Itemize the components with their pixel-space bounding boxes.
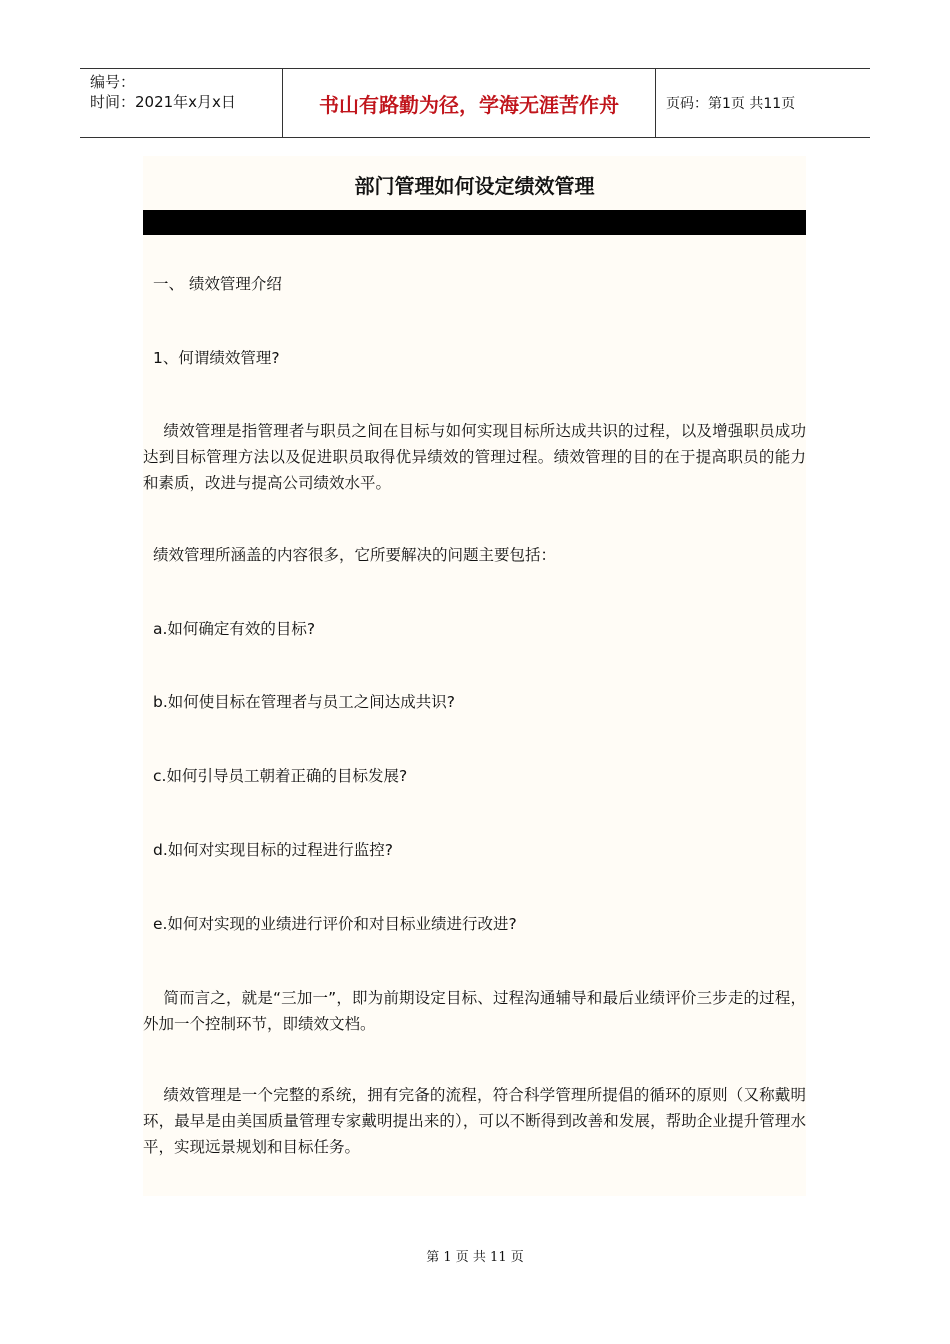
sub-heading: 1、何谓绩效管理? [153, 349, 280, 367]
title-divider-bar [143, 210, 806, 235]
question-item: c.如何引导员工朝着正确的目标发展? [153, 767, 408, 785]
page-footer: 第 1 页 共 11 页 [426, 1250, 524, 1265]
serial-label: 编号： [90, 73, 136, 91]
header-motto: 书山有路勤为径，学海无涯苦作舟 [282, 69, 656, 137]
paragraph-summary: 简而言之，就是“三加一”，即为前期设定目标、过程沟通辅导和最后业绩评价三步走的过程，外加一个控制环节，即绩效文档。 [143, 989, 806, 1033]
header-page-info: 页码：第1页 共11页 [666, 96, 796, 112]
question-item: b.如何使目标在管理者与员工之间达成共识? [153, 693, 455, 711]
page-header [80, 68, 870, 138]
paragraph-definition: 绩效管理是指管理者与职员之间在目标与如何实现目标所达成共识的过程，以及增强职员成功达到目标管理方法以及促进职员取得优异绩效的管理过程。绩效管理的目的在于提高职员的能力和素质，改进与提高公司绩效水平。 [143, 422, 806, 492]
paragraph-scope: 绩效管理所涵盖的内容很多，它所要解决的问题主要包括： [153, 546, 557, 564]
section-heading: 一、 绩效管理介绍 [153, 275, 282, 293]
date-label: 时间：2021年x月x日 [90, 93, 236, 111]
paragraph-system: 绩效管理是一个完整的系统，拥有完备的流程，符合科学管理所提倡的循环的原则（又称戴明环，最早是由美国质量管理专家戴明提出来的），可以不断得到改善和发展，帮助企业提升管理水平，实现远景规划和目标任务。 [143, 1086, 806, 1156]
document-title: 部门管理如何设定绩效管理 [354, 174, 595, 198]
header-meta [80, 69, 280, 137]
question-item: a.如何确定有效的目标? [153, 620, 316, 638]
question-item: d.如何对实现目标的过程进行监控? [153, 841, 393, 859]
document-body [143, 156, 806, 1196]
question-item: e.如何对实现的业绩进行评价和对目标业绩进行改进? [153, 915, 517, 933]
